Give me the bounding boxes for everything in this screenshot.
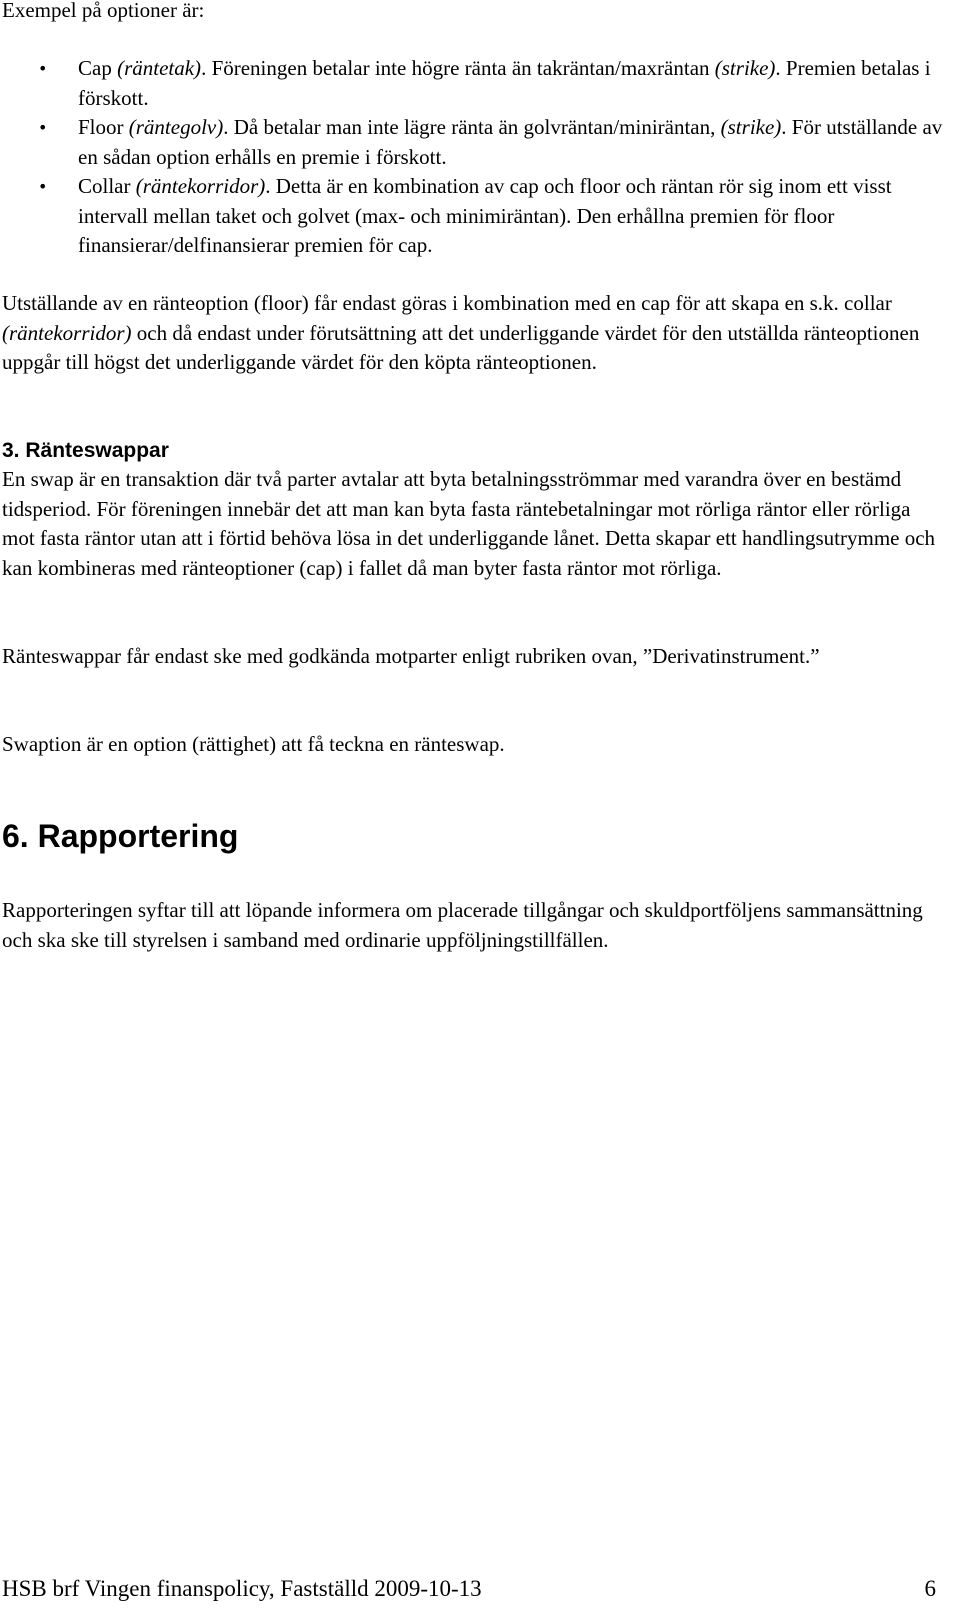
section-heading-3: 3. Ränteswappar bbox=[2, 439, 169, 462]
cap-tail: . Premien betalas i förskott. bbox=[78, 56, 931, 110]
floor-mid: . Då betalar man inte lägre ränta än golvräntan/miniräntan, bbox=[223, 115, 721, 139]
collar-tail: . Detta är en kombination av cap och floor och räntan rör sig inom ett visst intervall mellan taket och golvet (max- och minimiräntan). Den erhållna premien för floor finansierar/delfinansierar premien för cap. bbox=[78, 174, 892, 257]
swap-paragraph-2: Ränteswappar får endast ske med godkända motparter enligt rubriken ovan, ”Derivatinstrument.” bbox=[2, 644, 820, 668]
cap-italic: (räntetak) bbox=[117, 56, 202, 80]
list-item-floor bbox=[0, 113, 950, 172]
floor-para-after: och då endast under förutsättning att det underliggande värdet för den utställda ränteoptionen uppgår till högst det underliggande värdet för den köpta ränteoptionen. bbox=[2, 320, 920, 374]
options-list bbox=[0, 54, 950, 261]
reporting-paragraph: Rapporteringen syftar till att löpande informera om placerade tillgångar och skuldportföljens sammansättning och ska ske till styrelsen i samband med ordinarie uppföljningstillfällen. bbox=[2, 898, 923, 952]
cap-mid: . Föreningen betalar inte högre ränta än takräntan/maxräntan bbox=[201, 56, 715, 80]
intro-text: Exempel på optioner är: bbox=[2, 0, 205, 22]
floor-strike: (strike) bbox=[720, 115, 782, 139]
page-number: 6 bbox=[924, 1576, 936, 1601]
list-item-collar bbox=[0, 172, 950, 261]
page-footer bbox=[2, 1574, 936, 1604]
bullet-icon: • bbox=[38, 177, 48, 196]
cap-lead: Cap bbox=[78, 56, 118, 80]
floor-para-italic: (räntekorridor) bbox=[2, 320, 132, 345]
floor-restriction-paragraph bbox=[2, 289, 942, 378]
section-heading-6: 6. Rapportering bbox=[2, 818, 239, 854]
collar-lead: Collar bbox=[78, 174, 136, 198]
swap-paragraph-1: En swap är en transaktion där två parter avtalar att byta betalningsströmmar med varandra över en bestämd tidsperiod. För föreningen innebär det att man kan byta fasta räntebetalningar mot rörliga räntor eller rörliga mot fasta räntor utan att i förtid behöva lösa in det underliggande lånet. Detta skapar ett handlingsutrymme och kan kombineras med ränteoptioner (cap) i fallet då man byter fasta räntor mot rörliga. bbox=[2, 467, 936, 580]
floor-lead: Floor bbox=[78, 115, 129, 139]
floor-para-before: Utställande av en ränteoption (floor) får endast göras i kombination med en cap för att skapa en s.k. collar bbox=[2, 291, 892, 315]
swap-paragraph-3: Swaption är en option (rättighet) att få teckna en ränteswap. bbox=[2, 732, 505, 756]
cap-strike: (strike) bbox=[714, 56, 776, 80]
floor-tail: . För utställande av en sådan option erhålls en premie i förskott. bbox=[78, 115, 943, 169]
collar-italic: (räntekorridor) bbox=[135, 174, 266, 198]
floor-italic: (räntegolv) bbox=[128, 115, 224, 139]
bullet-icon: • bbox=[38, 118, 48, 137]
list-item-cap bbox=[0, 54, 950, 113]
footer-text: HSB brf Vingen finanspolicy, Fastställd 2009-10-13 bbox=[2, 1576, 482, 1601]
bullet-icon: • bbox=[38, 59, 48, 78]
